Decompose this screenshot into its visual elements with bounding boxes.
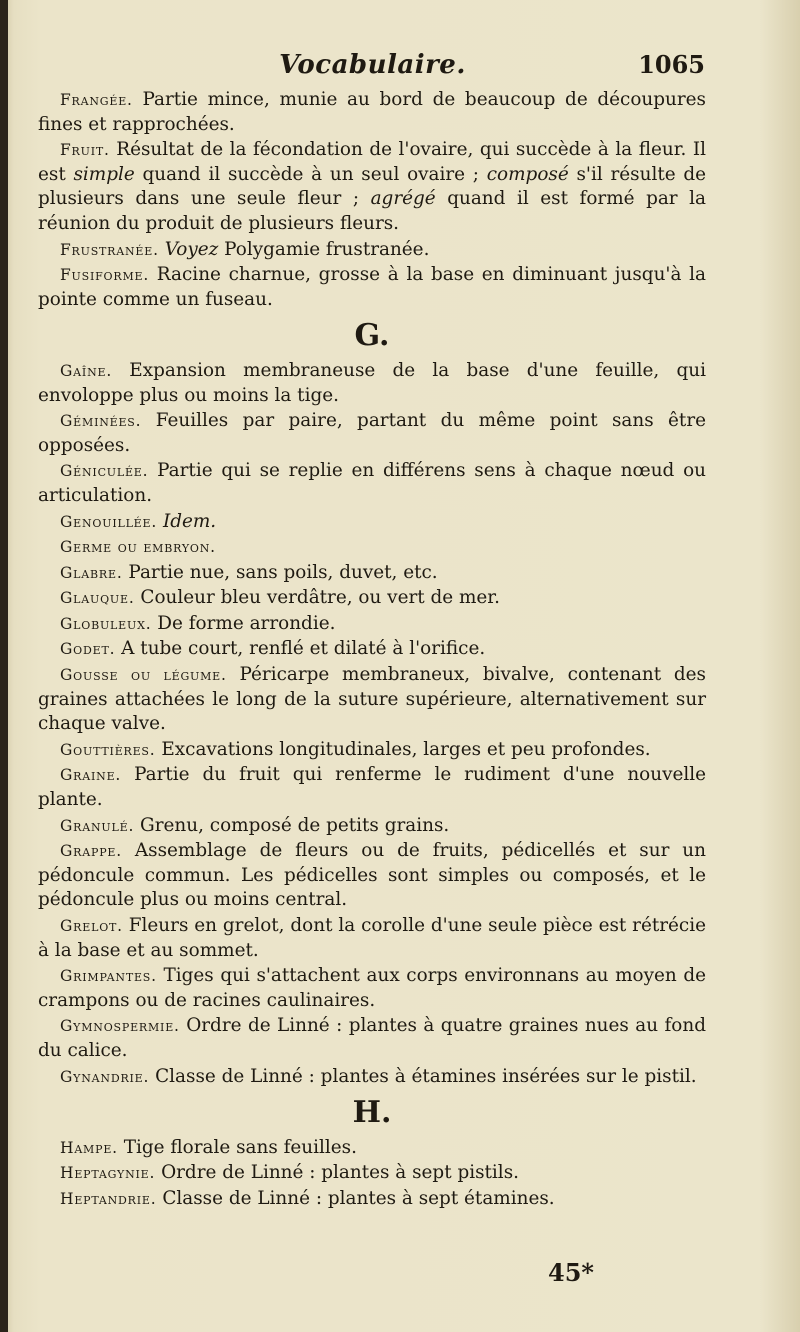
entry-definition-text: Péricarpe membraneux, bivalve, contenant des graines attachées le long de la suture supérieure, alternativement sur chaque valve. [38, 664, 706, 735]
glossary-entry [38, 535, 706, 560]
glossary-entry [38, 561, 706, 586]
entry-term: Gaîne. [60, 361, 113, 380]
entry-definition-text: A tube court, renflé et dilaté à l'orifice. [115, 638, 486, 660]
entry-term: Glabre. [60, 563, 123, 582]
running-title: Vocabulaire. [279, 50, 466, 80]
entry-definition-text: Partie qui se replie en différens sens à chaque nœud ou articulation. [38, 460, 706, 506]
glossary-entry [38, 637, 706, 662]
entry-definition-text: Racine charnue, grosse à la base en diminuant jusqu'à la pointe comme un fuseau. [38, 264, 706, 310]
glossary-entry [38, 238, 706, 263]
entry-term: Graine. [60, 766, 122, 785]
entry-definition-text: Partie du fruit qui renferme le rudiment d'une nouvelle plante. [38, 764, 706, 811]
glossary-entry [38, 612, 706, 637]
entry-italic-text: Voyez [164, 238, 219, 260]
entry-term: Globuleux. [60, 614, 152, 633]
entry-definition-text: Assemblage de fleurs ou de fruits, pédicellés et sur un pédoncule commun. Les pédicelles sont simples ou composés, et le pédoncule plus ou moins central. [38, 840, 706, 911]
entry-definition-text: Classe de Linné : plantes à étamines insérées sur le pistil. [149, 1065, 697, 1087]
entry-term: Godet. [60, 640, 116, 659]
entry-definition-text: Fleurs en grelot, dont la corolle d'une seule pièce est rétrécie à la base et au sommet. [38, 915, 706, 961]
entry-term: Gymnospermie. [60, 1017, 180, 1036]
entry-definition-text: Classe de Linné : plantes à sept étamines. [156, 1187, 555, 1209]
page-header [40, 50, 705, 82]
entry-term: Frangée. [60, 91, 133, 109]
entry-term: Gousse ou légume. [60, 666, 227, 685]
entry-definition-text: s'il résulte de plusieurs dans une seule fleur ; [38, 163, 706, 210]
entry-term: Granulé. [60, 816, 135, 835]
entry-term: Hampe. [60, 1138, 118, 1157]
entry-definition-text: Tiges qui s'attachent aux corps environnans au moyen de crampons ou de racines caulinaires. [38, 965, 706, 1011]
entry-definition-text: Partie nue, sans poils, duvet, etc. [122, 561, 438, 583]
book-spine-edge [0, 0, 8, 1332]
entry-term: Genouillée. [60, 512, 158, 531]
glossary-entry [38, 409, 706, 458]
entry-definition-text: Tige florale sans feuilles. [117, 1136, 357, 1158]
glossary-entry [38, 814, 706, 839]
entry-term: Germe ou embryon. [60, 538, 216, 557]
glossary-entry [38, 586, 706, 611]
entry-definition-text: Couleur bleu verdâtre, ou vert de mer. [134, 587, 500, 609]
glossary-entry [38, 88, 706, 137]
glossary-entry [38, 138, 706, 236]
section-letter-heading: H. [352, 1095, 392, 1131]
entry-definition-text: Ordre de Linné : plantes à quatre graines nues au fond du calice. [38, 1015, 706, 1061]
entry-definition-text: Expansion membraneuse de la base d'une feuille, qui envoloppe plus ou moins la tige. [38, 359, 706, 406]
glossary-entry [38, 839, 706, 913]
entry-definition-text: quand il est formé par la réunion du produit de plusieurs fleurs. [38, 188, 706, 234]
entry-definition-text: Polygamie frustranée. [218, 238, 430, 260]
entry-term: Grappe. [60, 842, 122, 861]
glossary-entry [38, 1065, 706, 1090]
entry-term: Heptagynie. [60, 1164, 156, 1183]
entry-definition-text: Partie mince, munie au bord de beaucoup de découpures fines et rapprochées. [38, 89, 706, 135]
glossary-entry [38, 1187, 706, 1212]
entry-term: Gynandrie. [60, 1067, 150, 1086]
glossary-entry [38, 663, 706, 737]
entry-term: Géniculée. [60, 462, 149, 481]
glossary-entry [38, 459, 706, 508]
glossary-entry [38, 1014, 706, 1063]
glossary-entry [38, 763, 706, 812]
glossary-entry [38, 964, 706, 1013]
entry-term: Grimpantes. [60, 967, 157, 986]
glossary-entry [38, 1136, 706, 1161]
printer-signature-mark: 45* [548, 1258, 594, 1287]
entry-term: Fusiforme. [60, 266, 150, 285]
entry-definition-text: Grenu, composé de petits grains. [134, 814, 450, 836]
glossary-entry [38, 914, 706, 963]
entry-definition-text: quand il succède à un seul ovaire ; [134, 163, 487, 185]
entry-term: Gouttières. [60, 740, 156, 759]
entry-term: Grelot. [60, 917, 123, 935]
entry-definition-text: Excavations longitudinales, larges et peu profondes. [155, 738, 651, 760]
entry-term: Heptandrie. [60, 1189, 157, 1208]
entry-definition-text: Résultat de la fécondation de l'ovaire, qui succède à la fleur. Il est [38, 139, 706, 185]
entry-term: Géminées. [60, 412, 142, 431]
glossary-entry [38, 359, 706, 408]
entry-italic-text: simple [73, 163, 135, 185]
entry-italic-text: Idem. [162, 510, 217, 532]
entry-term: Fruit. [60, 141, 110, 160]
entry-italic-text: agrégé [370, 188, 436, 210]
section-letter-heading: G. [354, 318, 390, 354]
glossary-entry [38, 263, 706, 312]
entry-definition-text: Ordre de Linné : plantes à sept pistils. [155, 1162, 519, 1184]
glossary-entry [38, 1161, 706, 1186]
entry-term: Frustranée. [60, 240, 159, 259]
glossary-entry [38, 510, 706, 535]
entry-definition-text: Feuilles par paire, partant du même point sans être opposées. [38, 410, 706, 456]
entry-term: Glauque. [60, 589, 135, 608]
page-number: 1065 [638, 50, 705, 79]
entry-definition-text: De forme arrondie. [151, 612, 336, 634]
vocabulary-content [38, 88, 706, 1213]
glossary-entry [38, 738, 706, 763]
entry-italic-text: composé [486, 163, 569, 185]
